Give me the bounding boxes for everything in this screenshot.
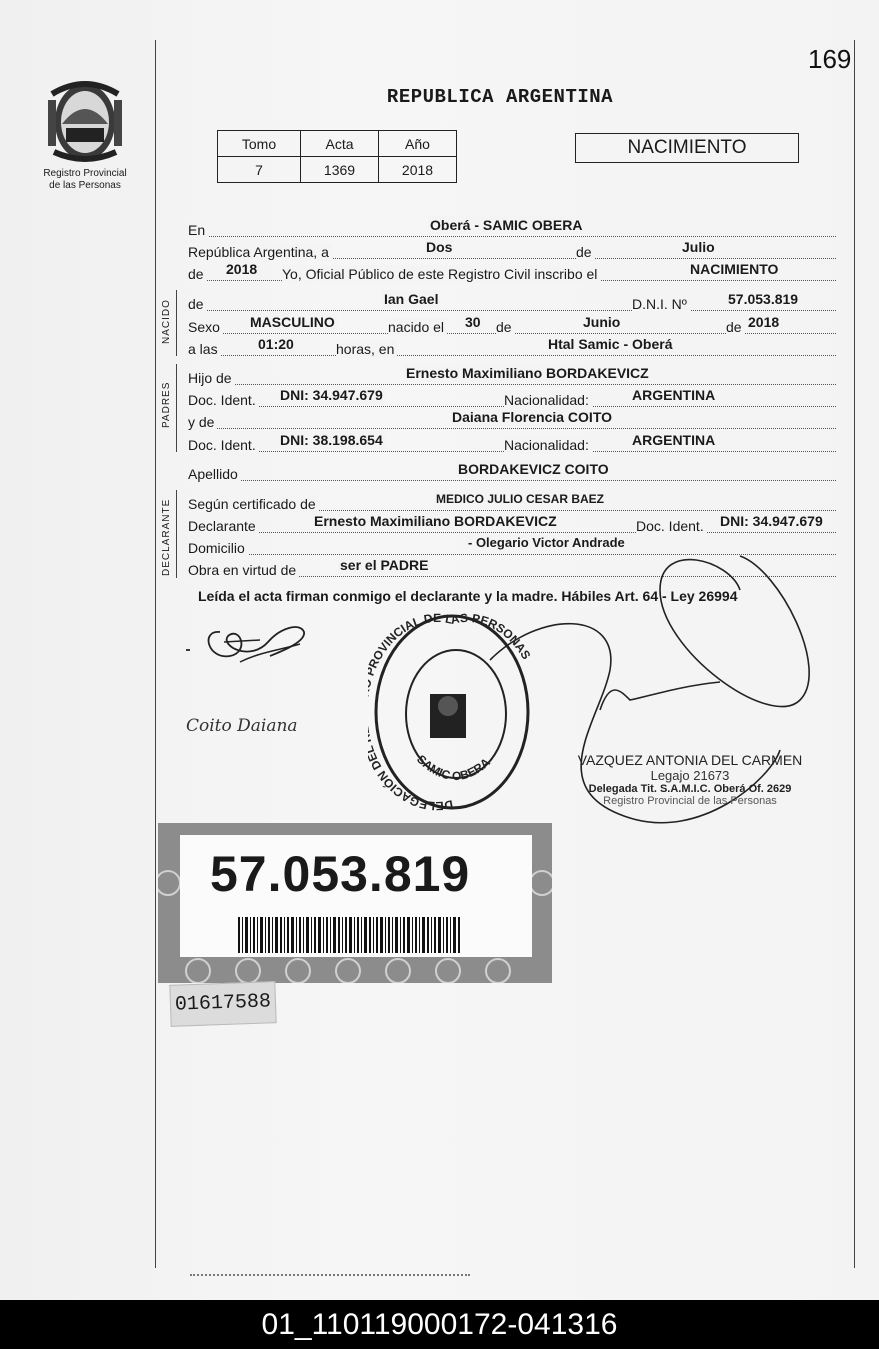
label-a-las: a las (188, 340, 221, 358)
barcode-icon (238, 917, 462, 953)
value-hora: 01:20 (258, 336, 294, 352)
value-padre-doc: DNI: 34.947.679 (280, 387, 383, 403)
value-mes: Junio (583, 314, 621, 330)
logo-caption-line1: Registro Provincial (43, 168, 127, 179)
header-tomo: Tomo (218, 131, 301, 157)
value-declarante-doc: DNI: 34.947.679 (720, 513, 823, 529)
closing-statement: Leída el acta firman conmigo el declarante y la madre. Hábiles Art. 64 - Ley 26994 (198, 588, 738, 604)
nacido-section-bar (176, 290, 177, 356)
declarante-section-bar (176, 490, 177, 578)
value-declarante: Ernesto Maximiliano BORDAKEVICZ (314, 513, 557, 529)
header-anio: Año (379, 131, 457, 157)
label-declarante: Declarante (188, 517, 259, 535)
label-de-mes: de (496, 318, 515, 336)
header-acta: Acta (301, 131, 379, 157)
value-inscribo: NACIMIENTO (690, 261, 779, 277)
id-label-inner (180, 835, 532, 957)
row-nacido-sexo (188, 314, 836, 336)
label-oficial: Yo, Oficial Público de este Registro Civil inscribo el (282, 265, 600, 283)
label-nacido-el: nacido el (388, 318, 447, 336)
row-en (188, 217, 836, 239)
label-declarante-doc: Doc. Ident. (636, 517, 707, 535)
label-nacido-de: de (188, 295, 207, 313)
value-padre-nac: ARGENTINA (632, 387, 716, 403)
value-lugar: Htal Samic - Oberá (548, 336, 673, 352)
madre-signature: Coito Daiana (186, 716, 298, 736)
bottom-dotted-line (190, 1272, 470, 1276)
row-nacido-hora (188, 336, 836, 358)
label-republica: República Argentina, a (188, 243, 332, 261)
value-month: Julio (682, 239, 715, 255)
label-de-month: de (576, 243, 595, 261)
value-tomo: 7 (218, 157, 301, 183)
id-number: 57.053.819 (210, 846, 471, 902)
label-de-year: de (188, 265, 207, 283)
label-madre-nac: Nacionalidad: (504, 436, 592, 454)
official-name: VAZQUEZ ANTONIA DEL CARMEN (577, 752, 803, 768)
value-acta: 1369 (301, 157, 379, 183)
label-domicilio: Domicilio (188, 539, 248, 557)
row-apellido (188, 461, 836, 483)
row-y-de (188, 409, 836, 431)
nacido-section-label: NACIDO (161, 299, 172, 344)
seal-inner-text: SAMIC OBERA (414, 752, 493, 784)
value-anio: 2018 (748, 314, 780, 330)
row-nacido-nombre (188, 291, 836, 313)
label-certificado: Según certificado de (188, 495, 319, 513)
declarante-section-label: DECLARANTE (161, 498, 172, 576)
value-obra: ser el PADRE (340, 557, 429, 573)
seal-ring-text: DELEGACIÓN D OVINCIAL DE LAS PERSONAS (368, 610, 534, 814)
row-year-oficial (188, 261, 836, 283)
left-margin-line (155, 40, 156, 1268)
value-dni: 57.053.819 (728, 291, 799, 307)
page-number: 169 (808, 44, 852, 74)
document-type-box: NACIMIENTO (575, 133, 799, 163)
value-en: Oberá - SAMIC OBERA (430, 217, 583, 233)
official-delegada: Delegada Tit. S.A.M.I.C. Oberá Of. 2629 (588, 783, 792, 795)
label-padre-doc: Doc. Ident. (188, 391, 259, 409)
official-legajo: Legajo 21673 (650, 768, 730, 783)
document-title: REPUBLICA ARGENTINA (386, 86, 614, 108)
label-de-anio: de (726, 318, 745, 336)
value-year: 2018 (226, 261, 258, 277)
label-padre-nac: Nacionalidad: (504, 391, 592, 409)
padres-section-bar (176, 364, 177, 452)
right-margin-line (854, 40, 855, 1268)
official-signature-block (560, 752, 820, 807)
row-padre-doc (188, 387, 836, 409)
record-table (217, 130, 457, 183)
value-domicilio: - Olegario Victor Andrade (468, 535, 625, 550)
row-hijo-de (188, 365, 836, 387)
row-republica (188, 239, 836, 261)
row-declarante (188, 513, 836, 535)
logo-caption-line2: de las Personas (49, 180, 121, 191)
stamp-number: 01617588 (169, 981, 276, 1027)
declarante-signature-icon (180, 612, 320, 672)
value-madre-nac: ARGENTINA (632, 432, 716, 448)
label-apellido: Apellido (188, 465, 241, 483)
label-madre-doc: Doc. Ident. (188, 436, 259, 454)
label-y-de: y de (188, 413, 217, 431)
logo-caption (30, 168, 140, 192)
footer-code: 01_110119000172-041316 (0, 1300, 879, 1349)
row-certificado (188, 492, 836, 513)
value-sexo: MASCULINO (250, 314, 335, 330)
value-day: Dos (426, 239, 453, 255)
label-obra: Obra en virtud de (188, 561, 299, 579)
label-horas-en: horas, en (336, 340, 397, 358)
value-anio: 2018 (379, 157, 457, 183)
label-sexo: Sexo (188, 318, 223, 336)
label-dni: D.N.I. Nº (632, 295, 690, 313)
value-dia: 30 (465, 314, 481, 330)
value-madre: Daiana Florencia COITO (452, 409, 613, 425)
value-certificado: MEDICO JULIO CESAR BAEZ (436, 492, 605, 506)
value-apellido: BORDAKEVICZ COITO (458, 461, 609, 477)
id-label-sticker (158, 823, 552, 983)
value-padre: Ernesto Maximiliano BORDAKEVICZ (406, 365, 649, 381)
label-hijo-de: Hijo de (188, 369, 235, 387)
label-en: En (188, 221, 208, 239)
official-registro: Registro Provincial de las Personas (603, 795, 777, 807)
value-madre-doc: DNI: 38.198.654 (280, 432, 383, 448)
padres-section-label: PADRES (161, 381, 172, 428)
row-madre-doc (188, 432, 836, 454)
value-nombre: Ian Gael (384, 291, 439, 307)
